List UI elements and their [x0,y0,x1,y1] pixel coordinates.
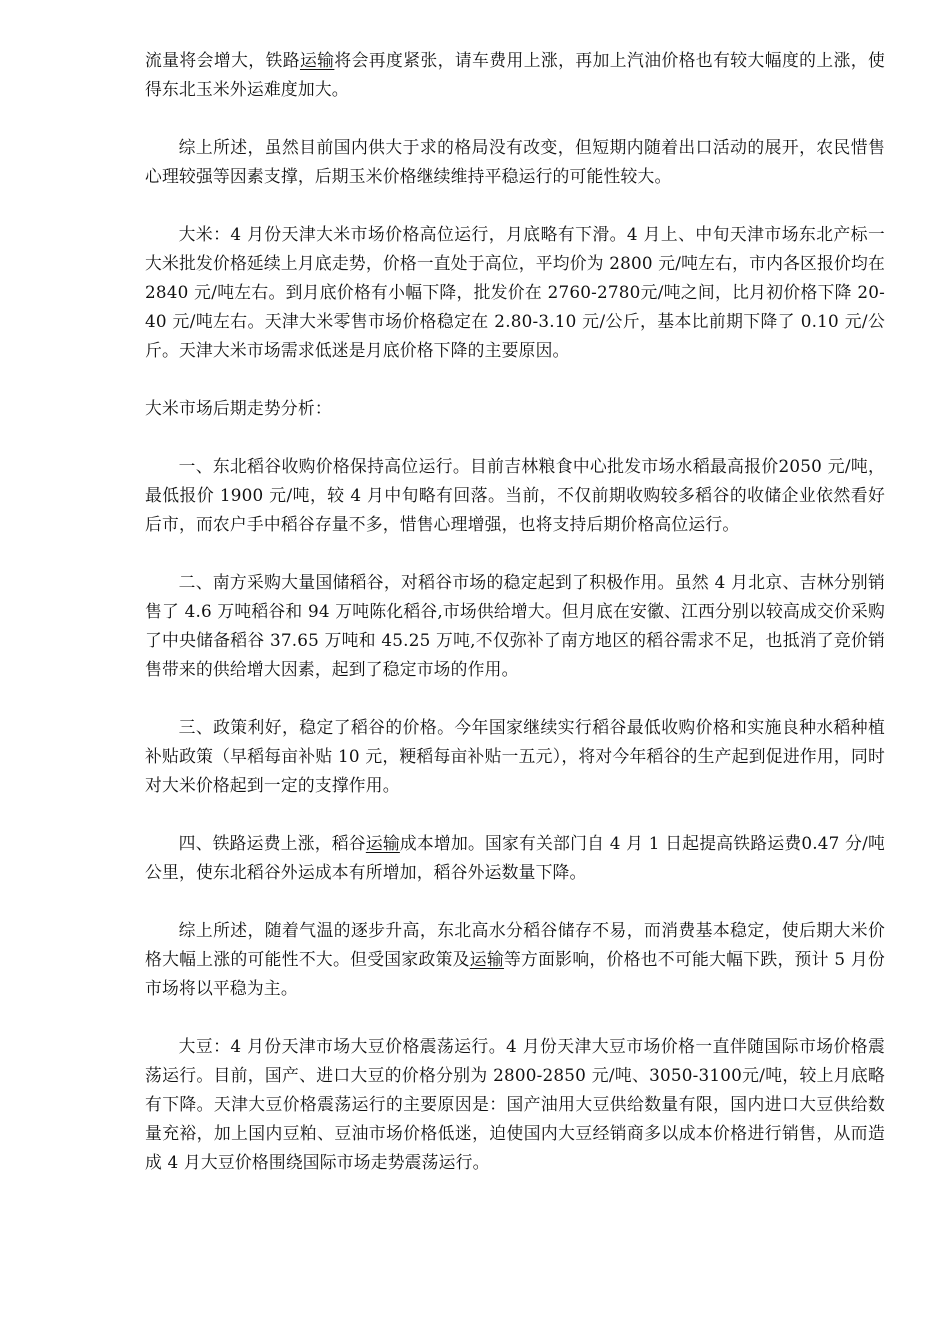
section-heading [145,394,885,423]
paragraph [145,568,885,684]
paragraph-text: 综上所述，虽然目前国内供大于求的格局没有改变，但短期内随着出口活动的展开，农民惜售心理较强等因素支撑，后期玉米价格继续维持平稳运行的可能性较大。 [145,137,885,186]
paragraph [145,916,885,1003]
paragraph [145,220,885,365]
transport-link[interactable]: 运输 [299,50,335,70]
paragraph-text: 四、铁路运费上涨，稻谷 [178,833,366,853]
paragraph-text: 大米市场后期走势分析： [145,398,332,418]
paragraph-text: 三、政策利好，稳定了稻谷的价格。今年国家继续实行稻谷最低收购价格和实施良种水稻种植补贴政策（早稻每亩补贴 10 元，粳稻每亩补贴一五元），将对今年稻谷的生产起到促进作用，同时对大米价格起到一定的支撑作用。 [145,717,885,795]
paragraph-text: 综上所述，随着气温的逐步升高，东北高水分稻谷储存不易，而消费基本稳定，使后期大米价格大幅上涨的可能性不大。但受国家政策及 [145,920,885,969]
paragraph-text: 将会再度紧张，请车费用上涨，再加上汽油价格也有较大幅度的上涨，使得东北玉米外运难度加大。 [145,50,885,99]
paragraph-text: 大豆：4 月份天津市场大豆价格震荡运行。4 月份天津大豆市场价格一直伴随国际市场价格震荡运行。目前，国产、进口大豆的价格分别为 2800-2850 元/吨、3050-3100元/吨，较上月底略有下降。天津大豆价格震荡运行的主要原因是：国产油用大豆供给数量有限，国内进口大豆供给数量充裕，加上国内豆粕、豆油市场价格低迷，迫使国内大豆经销商多以成本价格进行销售，从而造成 4 月大豆价格围绕国际市场走势震荡运行。 [145,1036,885,1172]
paragraph-text: 大米：4 月份天津大米市场价格高位运行，月底略有下滑。4 月上、中旬天津市场东北产标一大米批发价格延续上月底走势，价格一直处于高位，平均价为 2800 元/吨左右，市内各区报价均在 2840 元/吨左右。到月底价格有小幅下降，批发价在 2760-2780元/吨之间，比月初价格下降 20-40 元/吨左右。天津大米零售市场价格稳定在 2.80-3.10 元/公斤，基本比前期下降了 0.10 元/公斤。天津大米市场需求低迷是月底价格下降的主要原因。 [145,224,885,360]
paragraph-text: 成本增加。国家有关部门自 4 月 1 日起提高铁路运费0.47 分/吨公里，使东北稻谷外运成本有所增加，稻谷外运数量下降。 [145,833,885,882]
paragraph [145,1032,885,1177]
transport-link[interactable]: 运输 [365,833,400,853]
paragraph [145,46,885,104]
paragraph [145,829,885,887]
paragraph-text: 流量将会增大，铁路 [145,50,300,70]
paragraph-text: 等方面影响，价格也不可能大幅下跌，预计 5 月份市场将以平稳为主。 [145,949,885,998]
paragraph [145,452,885,539]
paragraph-text: 一、东北稻谷收购价格保持高位运行。目前吉林粮食中心批发市场水稻最高报价2050 元/吨，最低报价 1900 元/吨，较 4 月中旬略有回落。当前，不仅前期收购较多稻谷的收储企业依然看好后市，而农户手中稻谷存量不多，惜售心理增强，也将支持后期价格高位运行。 [145,456,885,534]
paragraph-text: 二、南方采购大量国储稻谷，对稻谷市场的稳定起到了积极作用。虽然 4 月北京、吉林分别销售了 4.6 万吨稻谷和 94 万吨陈化稻谷,市场供给增大。但月底在安徽、江西分别以较高成交价采购了中央储备稻谷 37.65 万吨和 45.25 万吨,不仅弥补了南方地区的稻谷需求不足，也抵消了竞价销售带来的供给增大因素，起到了稳定市场的作用。 [145,572,885,679]
paragraph [145,133,885,191]
document-body [145,46,885,1206]
transport-link[interactable]: 运输 [469,949,504,969]
paragraph [145,713,885,800]
